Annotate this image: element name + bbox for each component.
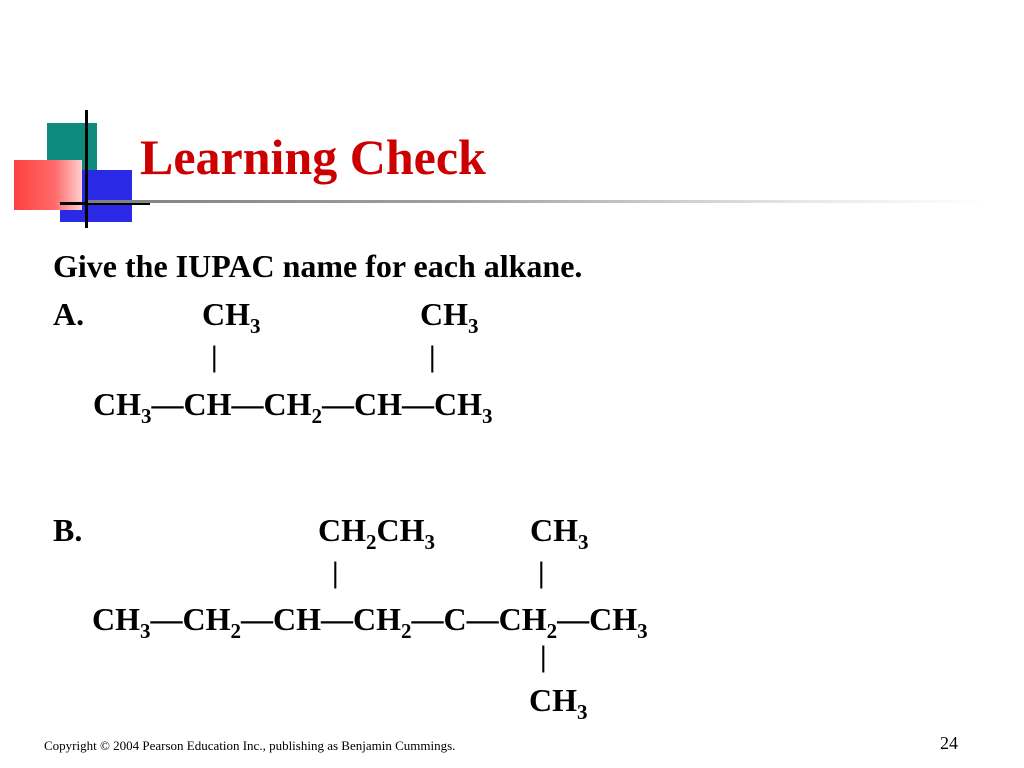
chain-subscript: 2 [401, 619, 412, 643]
chain-group: CH [93, 386, 141, 422]
chain-group: —CH [150, 601, 231, 637]
formula-main: CH [529, 682, 577, 718]
formula-main: CH [420, 296, 468, 332]
problem-b-label: B. [53, 512, 83, 548]
formula-main: CH [318, 512, 366, 548]
title-underline-rule [88, 200, 988, 203]
chain-group: —CH—CH [241, 601, 401, 637]
slide-title: Learning Check [140, 129, 486, 185]
chain-group: CH [92, 601, 140, 637]
formula-subscript: 3 [424, 530, 435, 554]
formula-subscript: 2 [366, 530, 377, 554]
problem-a-label: A. [53, 296, 85, 332]
chain-group: —CH [557, 601, 638, 637]
chain-subscript: 3 [482, 404, 493, 428]
problem-b-bottom-branch [529, 682, 588, 724]
chain-subscript: 3 [141, 404, 152, 428]
chain-subscript: 2 [546, 619, 558, 643]
chain-group: —C—CH [411, 601, 547, 637]
problem-b-branch-2 [530, 512, 589, 554]
chain-subscript: 3 [637, 619, 648, 643]
formula-main: CH [530, 512, 578, 548]
formula-subscript: 3 [578, 530, 589, 554]
problem-b-bond-3: | [540, 640, 547, 673]
problem-b-bond-2: | [538, 556, 545, 589]
footer-copyright: Copyright © 2004 Pearson Education Inc., publishing as Benjamin Cummings. [44, 738, 456, 753]
problem-a-bond-1: | [211, 340, 218, 373]
formula-subscript: 3 [577, 700, 588, 724]
chain-subscript: 2 [230, 619, 241, 643]
instruction-text: Give the IUPAC name for each alkane. [53, 248, 583, 284]
formula-subscript: 3 [250, 314, 261, 338]
page-number: 24 [940, 733, 958, 753]
problem-a-branch-1 [202, 296, 261, 338]
problem-a-main-chain [93, 386, 493, 428]
formula-main: CH [376, 512, 425, 548]
problem-a-bond-2: | [429, 340, 436, 373]
problem-b-branch-1 [318, 512, 435, 554]
chain-group: —CH—CH [151, 386, 312, 422]
formula-main: CH [202, 296, 250, 332]
title-decoration-vertical-line [85, 110, 88, 228]
chain-subscript: 2 [311, 404, 322, 428]
problem-b-bond-1: | [332, 556, 339, 589]
formula-subscript: 3 [468, 314, 479, 338]
problem-b-main-chain [92, 601, 648, 643]
chain-group: —CH—CH [322, 386, 482, 422]
problem-a-branch-2 [420, 296, 479, 338]
chain-subscript: 3 [140, 619, 151, 643]
